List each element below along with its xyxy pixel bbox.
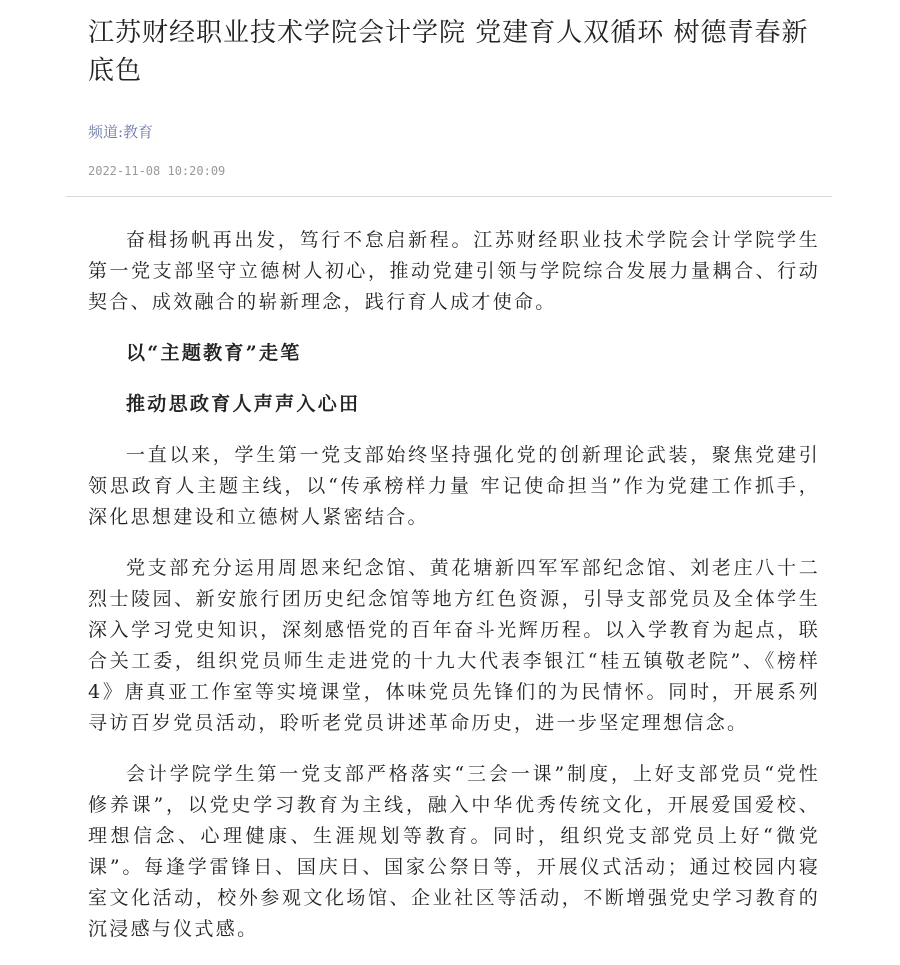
paragraph: 奋楫扬帆再出发，笃行不怠启新程。江苏财经职业技术学院会计学院学生第一党支部坚守立德树人初心，推动党建引领与学院综合发展力量耦合、行动契合、成效融合的崭新理念，践行育人成才使命。 — [88, 229, 820, 313]
paragraph: 党支部充分运用周恩来纪念馆、黄花塘新四军军部纪念馆、刘老庄八十二烈士陵园、新安旅行团历史纪念馆等地方红色资源，引导支部党员及全体学生深入学习党史知识，深刻感悟党的百年奋斗光辉历程。以入学教育为起点，联合关工委，组织党员师生走进党的十九大代表李银江“桂五镇敬老院”、《榜样4》唐真亚工作室等实境课堂，体味党员先锋们的为民情怀。同时，开展系列寻访百岁党员活动，聆听老党员讲述革命历史，进一步坚定理想信念。 — [88, 557, 820, 734]
paragraph: 一直以来，学生第一党支部始终坚持强化党的创新理论武装，聚焦党建引领思政育人主题主线，以“传承榜样力量 牢记使命担当”作为党建工作抓手，深化思想建设和立德树人紧密结合。 — [88, 444, 820, 528]
article-body — [88, 225, 820, 965]
section-subheading: 推动思政育人声声入心田 — [126, 393, 361, 415]
article-title: 江苏财经职业技术学院会计学院 党建育人双循环 树德青春新底色 — [88, 18, 809, 86]
divider — [66, 196, 832, 197]
paragraph: 会计学院学生第一党支部严格落实“三会一课”制度，上好支部党员“党性修养课”，以党史学习教育为主线，融入中华优秀传统文化，开展爱国爱校、理想信念、心理健康、生涯规划等教育。同时，组织党支部党员上好“微党课”。每逢学雷锋日、国庆日、国家公祭日等，开展仪式活动；通过校园内寝室文化活动，校外参观文化场馆、企业社区等活动，不断增强党史学习教育的沉浸感与仪式感。 — [88, 763, 820, 940]
channel-link[interactable]: 频道:教育 — [88, 123, 154, 141]
publish-date: 2022-11-08 10:20:09 — [88, 164, 226, 178]
section-heading: 以“主题教育”走笔 — [126, 342, 302, 364]
